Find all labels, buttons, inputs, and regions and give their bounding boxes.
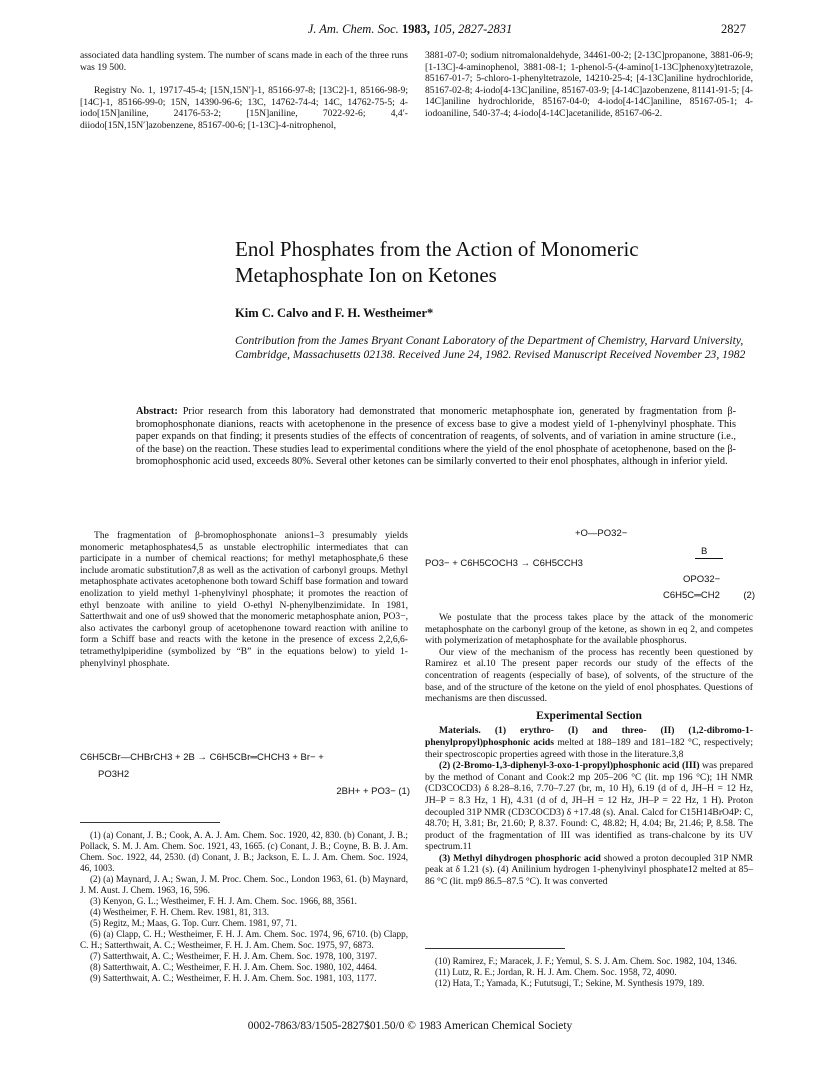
left-column: [80, 530, 408, 669]
reference-9: (9) Satterthwait, A. C.; Westheimer, F. H. J. Am. Chem. Soc. 1981, 103, 1177.: [90, 973, 377, 983]
reference-4: (4) Westheimer, F. H. Chem. Rev. 1981, 81, 313.: [90, 907, 270, 917]
experimental-item-1-text: melted at 188–189 and 181–182 °C, respectively; their spectroscopic properties agreed with those in the literature.3,8: [425, 736, 754, 760]
registry-numbers-cont: 3881-07-0; sodium nitromalonaldehyde, 34461-00-2; [2-13C]propanone, 3881-06-9; [1-13C]-4-aminophenol, 3881-08-1; 1-phenol-5-(4-amino[1-13C]phenoxy)tetrazole, 85167-01-7; 5-chloro-1-phenyltetrazole, 14210-25-4; [4-13C]aniline hydrochloride, 85167-02-8; 4-iodo[4-13C]aniline, 85167-03-9; [4-14C]azobenzene, 81141-91-5; [4-14C]aniline hydrochloride, 85167-04-0; 4-iodo[4-14C]aniline, 85167-05-1; 4-iodoaniline, 540-37-4; 4-iodo[4-14C]acetanilide, 85167-06-2.: [425, 50, 753, 119]
reference-3: (3) Kenyon, G. L.; Westheimer, F. H. J. Am. Chem. Soc. 1966, 88, 3561.: [90, 896, 357, 906]
equation-2-number: (2): [743, 590, 755, 601]
experimental-item-2-text: was prepared by the method of Conant and Cook:2 mp 205–206 °C (lit. mp 196 °C); 1H NMR (CD3COCD3) δ 8.28–8.16, 7.70–7.27 (br, m, 10 H), 6.19 (d of d, JH–H = 12 Hz, JH–P = 8.3 Hz, 1 H), 4.31 (d of d, JH–H = 12 Hz, JH–P = 22 Hz, 1 H). Proton decoupled 31P NMR (CD3COCD3) δ +17.48 (s). Anal. Calcd for C15H14BrO4P: C, 48.70; H, 3.81; Br, 21.60; P, 8.37. Found: C, 48.82; H, 4.04; Br, 21.46; P, 8.58. The product of the fragmentation of III was identified as trans-chalcone by its UV spectrum.11: [425, 760, 754, 853]
previous-article-tail-left: [80, 50, 408, 132]
reference-2: (2) (a) Maynard, J. A.; Swan, J. M. Proc. Chem. Soc., London 1963, 61. (b) Maynard, J. M. Aust. J. Chem. 1963, 16, 596.: [80, 874, 408, 895]
reference-7: (7) Satterthwait, A. C.; Westheimer, F. H. J. Am. Chem. Soc. 1978, 100, 3197.: [90, 951, 377, 961]
experimental-item-2-label: (2) (2-Bromo-1,3-diphenyl-3-oxo-1-propyl)phosphonic acid (III): [439, 760, 700, 772]
references-right: [425, 956, 753, 989]
equation-2: [425, 528, 755, 608]
mechanism-paragraph: We postulate that the process takes place by the attack of the monomeric metaphosphate on the carbonyl group of the ketone, as shown in eq 2, and competes with polymerization of metaphosphate for the available phosphorus.: [425, 612, 753, 647]
experimental-item-3: [425, 853, 753, 888]
experimental-item-3-label: (3) Methyl dihydrogen phosphoric acid: [439, 852, 601, 864]
running-header: [0, 22, 820, 38]
equation-1-substituent: PO3H2: [98, 769, 130, 780]
journal-name: J. Am. Chem. Soc.: [307, 22, 399, 36]
previous-article-tail-right: [425, 50, 753, 120]
journal-pages: 2827-2831: [458, 22, 513, 36]
footnote-rule-right: [425, 948, 565, 949]
reference-1: (1) (a) Conant, J. B.; Cook, A. A. J. Am. Chem. Soc. 1920, 42, 830. (b) Conant, J. B.; Pollack, S. M. J. Am. Chem. Soc. 1921, 43, 1665. (c) Conant, J. B.; Coyne, B. B. J. Am. Chem. Soc. 1922, 44, 2530. (d) Conant, J. B.; Jackson, E. L. J. Am. Chem. Soc. 1924, 46, 1003.: [80, 830, 408, 873]
equation-1-products: 2BH+ + PO3− (1): [336, 786, 410, 797]
ramirez-paragraph: Our view of the mechanism of the process has recently been questioned by Ramirez et al.10 The present paper records our study of the effects of the concentration of reagents (especially of base), of solvents, of the structure of the base, and of the structure of the ketone on the yield of enol phosphates. Questions of mechanisms are then discussed.: [425, 646, 753, 705]
journal-citation: [0, 22, 820, 37]
equation-2-product-top: OPO32−: [683, 574, 721, 585]
abstract-label: Abstract:: [136, 406, 178, 417]
data-handling-text: associated data handling system. The number of scans made in each of the three runs was 19 500.: [80, 50, 408, 73]
intro-paragraph: The fragmentation of β-bromophosphonate anions1–3 presumably yields monomeric metaphosphates4,5 as unstable electrophilic intermediates that can participate in a number of chemical reactions; for methyl metaphosphate,6 these include aromatic substitution7,8 as well as the activation of carbonyl groups. Methyl metaphosphate activates acetophenone both toward Schiff base formation and toward enolization to yield methyl 1-phenylvinyl phosphate; it promotes the reaction of ethyl benzoate with aniline to yield O-ethyl N-phenylbenzimidate. In 1981, Satterthwait and one of us9 showed that the monomeric metaphosphate anion, PO3−, also activates the carbonyl group of acetophenone toward reaction with aniline to form a Schiff base and reacts with the ketone in the presence of excess 2,2,6,6-tetramethylpiperidine (symbolized by “B” in the equations below) to yield 1-phenylvinyl phosphate.: [80, 530, 408, 669]
reference-12: (12) Hata, T.; Yamada, K.; Fututsugi, T.; Sekine, M. Synthesis 1979, 189.: [435, 978, 705, 988]
experimental-item-2: [425, 760, 753, 853]
equation-2-base-label: B: [701, 546, 708, 557]
equation-1: [80, 752, 410, 797]
reference-10: (10) Ramirez, F.; Maracek, J. F.; Yemul, S. S. J. Am. Chem. Soc. 1982, 104, 1346.: [435, 956, 737, 966]
reference-5: (5) Regitz, M.; Maas, G. Top. Curr. Chem. 1981, 97, 71.: [90, 918, 297, 928]
experimental-item-3-text: showed a proton decoupled 31P NMR peak at δ 1.21 (s). (4) Anilinium hydrogen 1-phenylvinyl phosphate12 melted at 85–86 °C (lit. mp9 86.5–87.5 °C). It was converted: [425, 852, 753, 888]
article-affiliation: Contribution from the James Bryant Conant Laboratory of the Department of Chemistry, Harvard University, Cambridge, Massachusetts 02138. Received June 24, 1982. Revised Manuscript Received November 23, 1982: [235, 334, 746, 361]
reference-11: (11) Lutz, R. E.; Jordan, R. H. J. Am. Chem. Soc. 1958, 72, 4090.: [435, 967, 677, 977]
footnote-rule-left: [80, 822, 220, 823]
equation-2-adduct-top: +O—PO32−: [575, 528, 628, 539]
abstract-text: Prior research from this laboratory had demonstrated that monomeric metaphosphate ion, generated by fragmentation from β-bromophosphonate dianions, reacts with acetophenone in the presence of excess base to give a modest yield of 1-phenylvinyl phosphate. This paper expands on that finding; it presents studies of the effects of concentration of reagents, of solvents, and of variation in amine structure (i.e., of the base) on the reaction. These studies lead to experimental conditions where the yield of the enol phosphate of acetophenone, based on the β-bromophosphonic acid used, exceeds 80%. Several other ketones can be similarly converted to their enol phosphates, although in inferior yield.: [136, 406, 736, 467]
references-left: [80, 830, 408, 984]
experimental-heading: Experimental Section: [536, 709, 642, 722]
reference-6: (6) (a) Clapp, C. H.; Westheimer, F. H. J. Am. Chem. Soc. 1974, 96, 6710. (b) Clapp, C. H.; Satterthwait, A. C.; Westheimer, F. H. J. Am. Chem. Soc. 1975, 97, 6873.: [80, 929, 408, 950]
experimental-item-1-label: Materials. (1) erythro- (I) and threo- (II) (1,2-dibromo-1-phenylpropyl)phosphonic acids: [425, 725, 753, 748]
journal-volume: 105,: [433, 22, 456, 36]
equation-2-arrow: [695, 558, 723, 559]
journal-year: 1983,: [401, 22, 431, 36]
page-footer: 0002-7863/83/1505-2827$01.50/0 © 1983 American Chemical Society: [247, 1020, 573, 1032]
page-number: 2827: [721, 22, 746, 36]
article-authors: Kim C. Calvo and F. H. Westheimer*: [235, 306, 434, 320]
experimental-item-1: [425, 725, 753, 760]
registry-numbers: Registry No. 1, 19717-45-4; [15N,15N′]-1, 85166-97-8; [13C2]-1, 85166-98-9; [14C]-1, 85166-99-0; 15N, 14390-96-6; 13C, 14762-74-4; 14C, 14762-75-5; 4-iodo[15N]aniline, 24176-53-2; [15N]aniline, 7022-92-6; 4,4′-diiodo[15N,15N′]azobenzene, 85167-00-6; [1-13C]-4-nitrophenol,: [80, 85, 408, 131]
reference-8: (8) Satterthwait, A. C.; Westheimer, F. H. J. Am. Chem. Soc. 1980, 102, 4464.: [90, 962, 377, 972]
abstract: [136, 406, 736, 469]
equation-2-product: C6H5C═CH2: [663, 590, 720, 601]
right-column: [425, 612, 753, 888]
equation-2-reactants: PO3− + C6H5COCH3 → C6H5CCH3: [425, 558, 583, 569]
equation-1-reactants: C6H5CBr—CHBrCH3 + 2B → C6H5CBr═CHCH3 + Br− +: [80, 752, 324, 763]
article-title: Enol Phosphates from the Action of Monomeric Metaphosphate Ion on Ketones: [235, 237, 639, 287]
